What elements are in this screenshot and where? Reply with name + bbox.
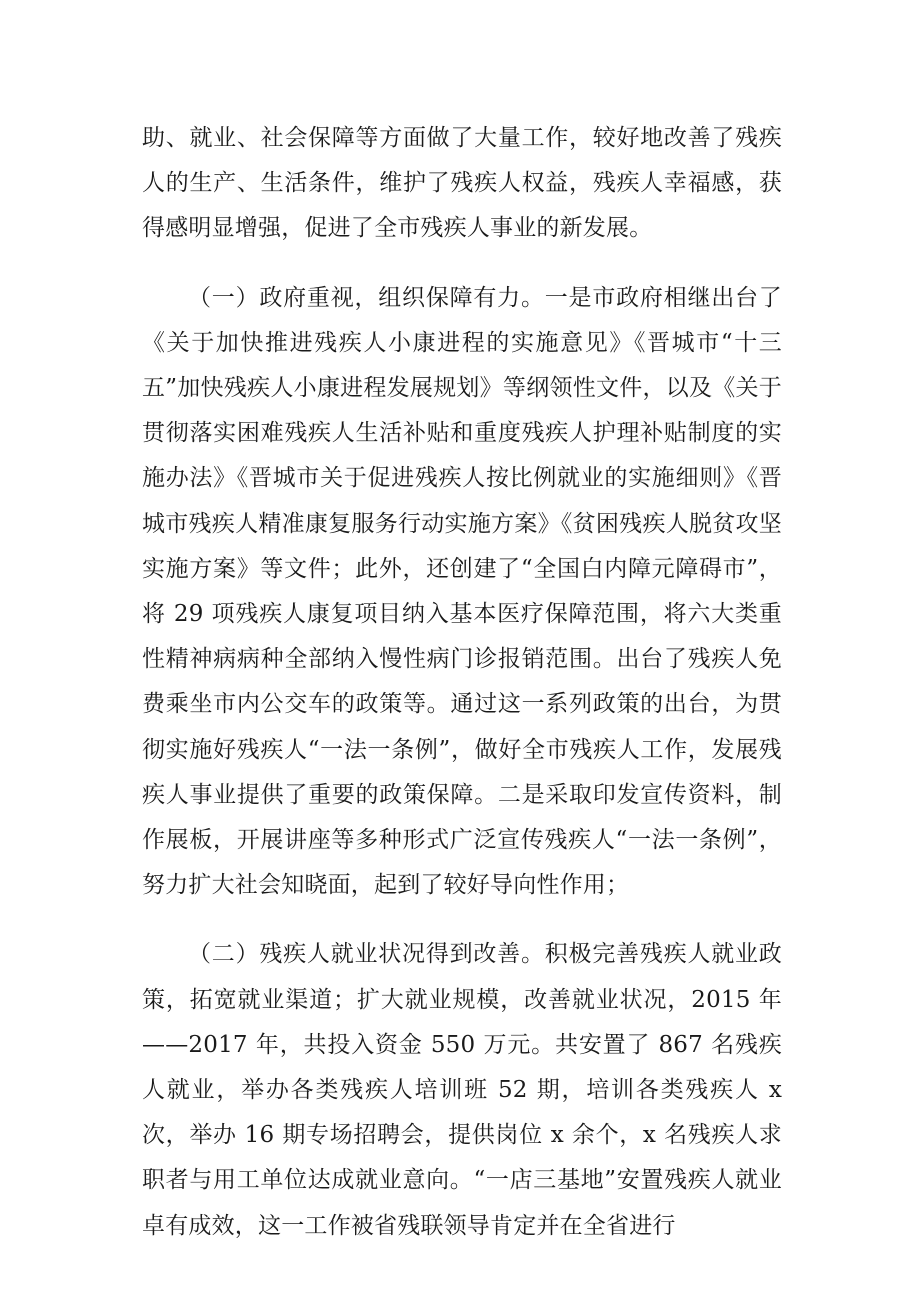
- document-body: [142, 116, 782, 1249]
- paragraph-intro-continuation: 助、就业、社会保障等方面做了大量工作，较好地改善了残疾人的生产、生活条件，维护了残疾人权益，残疾人幸福感，获得感明显增强，促进了全市残疾人事业的新发展。: [142, 125, 782, 242]
- paragraph-section-two: （二）残疾人就业状况得到改善。积极完善残疾人就业政策，拓宽就业渠道；扩大就业规模，改善就业状况，2015 年——2017 年，共投入资金 550 万元。共安置了 867 名残疾人就业，举办各类残疾人培训班 52 期，培训各类残疾人 x 次，举办 16 期专场招聘会，提供岗位 x 余个，x 名残疾人求职者与用工单位达成就业意向。“一店三基地”安置残疾人就业卓有成效，这一工作被省残联领导肯定并在全省进行: [142, 941, 782, 1239]
- paragraph-section-one: （一）政府重视，组织保障有力。一是市政府相继出台了《关于加快推进残疾人小康进程的实施意见》《晋城市“十三五”加快残疾人小康进程发展规划》等纲领性文件，以及《关于贯彻落实困难残疾人生活补贴和重度残疾人护理补贴制度的实施办法》《晋城市关于促进残疾人按比例就业的实施细则》《晋城市残疾人精准康复服务行动实施方案》《贫困残疾人脱贫攻坚实施方案》等文件；此外，还创建了“全国白内障元障碍市”，将 29 项残疾人康复项目纳入基本医疗保障范围，将六大类重性精神病病种全部纳入慢性病门诊报销范围。出台了残疾人免费乘坐市内公交车的政策等。通过这一系列政策的出台，为贯彻实施好残疾人“一法一条例”，做好全市残疾人工作，发展残疾人事业提供了重要的政策保障。二是采取印发宣传资料，制作展板，开展讲座等多种形式广泛宣传残疾人“一法一条例”，努力扩大社会知晓面，起到了较好导向性作用；: [142, 284, 782, 899]
